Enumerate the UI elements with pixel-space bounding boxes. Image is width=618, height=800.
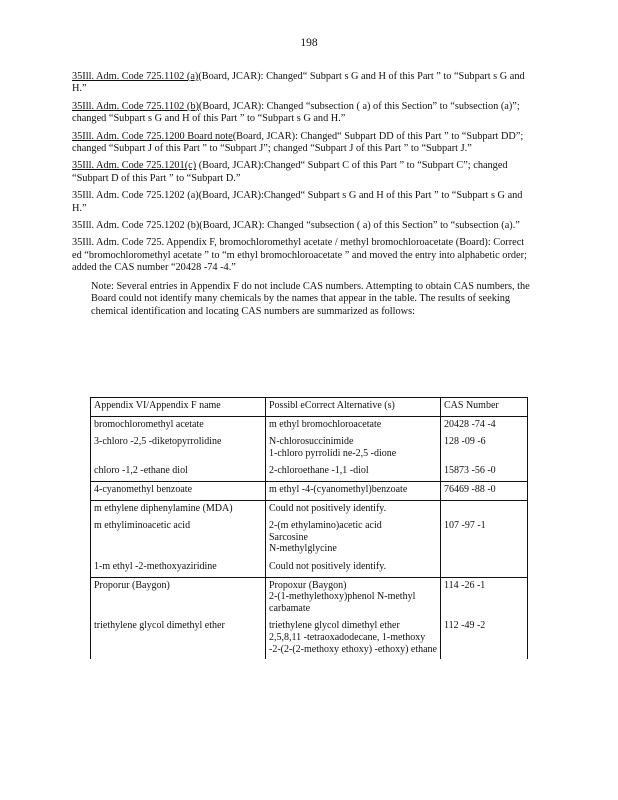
chemical-name-cell: m ethyliminoacetic acid (91, 518, 266, 559)
cas-cell: 114 -26 -1 (441, 577, 528, 618)
alternative-cell: 2-chloroethane -1,1 -diol (266, 463, 441, 481)
chemical-name-cell: m ethylene diphenylamine (MDA) (91, 500, 266, 518)
chemical-name-cell: 3-chloro -2,5 -diketopyrrolidine (91, 434, 266, 463)
alternative-cell: N-chlorosuccinimide 1-chloro pyrrolidi ne-2,5 -dione (266, 434, 441, 463)
entry-text: (Board, JCAR):Changed“ Subpart C of this Part ” to “Subpart C”; changed “Subpart D of this Part ” to “Subpart D.” (72, 160, 508, 184)
alternative-cell: Could not positively identify. (266, 559, 441, 577)
table-row (91, 416, 528, 434)
amendment-entry (72, 190, 534, 215)
table-row (91, 463, 528, 481)
table-row (91, 481, 528, 500)
table-row (91, 618, 528, 659)
amendment-list (72, 71, 534, 323)
cas-cell: 128 -09 -6 (441, 434, 528, 463)
entry-citation: 35Ill. Adm. Code 725.1202 (b) (72, 220, 200, 232)
table-row (91, 577, 528, 618)
entry-text: (Board, JCAR): Changed “subsection ( a) of this Section” to “subsection (a)”; changed “Subpart s G and H of this Part ” to “Subpart s G and H.” (72, 100, 520, 125)
alternative-cell: m ethyl -4-(cyanomethyl)benzoate (266, 481, 441, 500)
entry-text: (Board, JCAR):Changed“ Subpart s G and H of this Part ” to “Subpart s G and H.” (72, 190, 523, 214)
chemical-name-cell: bromochloromethyl acetate (91, 416, 266, 434)
amendment-entry (72, 220, 534, 232)
chemical-name-cell: Proporur (Baygon) (91, 577, 266, 618)
entry-citation: 35Ill. Adm. Code 725.1102 (b) (72, 100, 199, 112)
table-row (91, 518, 528, 559)
table-row (91, 500, 528, 518)
entry-text: (Board, JCAR): Changed“ Subpart s G and H of this Part ” to “Subpart s G and H.” (72, 71, 525, 95)
cas-cell (441, 500, 528, 518)
table-row (91, 434, 528, 463)
chemical-name-cell: 4-cyanomethyl benzoate (91, 481, 266, 500)
entry-citation: 35Ill. Adm. Code 725.1102 (a) (72, 71, 199, 82)
table-header-row (91, 398, 528, 417)
alternative-cell: Could not positively identify. (266, 500, 441, 518)
chemical-name-cell: chloro -1,2 -ethane diol (91, 463, 266, 481)
entry-citation: 35Ill. Adm. Code 725.1202 (a) (72, 190, 199, 202)
cas-number-table (90, 397, 528, 659)
amendment-entry (72, 101, 534, 126)
cas-cell: 20428 -74 -4 (441, 416, 528, 434)
cas-cell: 107 -97 -1 (441, 518, 528, 559)
entry-text: (Board, JCAR): Changed “subsection ( a) of this Section” to “subsection (a).” (199, 220, 520, 232)
entry-citation: 35Ill. Adm. Code 725. Appendix F (72, 237, 215, 249)
chemical-name-cell: triethylene glycol dimethyl ether (91, 618, 266, 659)
column-header: CAS Number (441, 398, 528, 417)
amendment-entry (72, 131, 534, 156)
entry-citation: 35Ill. Adm. Code 725.1200 Board note (72, 130, 233, 142)
amendment-entry (72, 160, 534, 185)
column-header: Possibl eCorrect Alternative (s) (266, 398, 441, 417)
alternative-cell: 2-(m ethylamino)acetic acid Sarcosine N-methylglycine (266, 518, 441, 559)
cas-cell: 76469 -88 -0 (441, 481, 528, 500)
page-number: 198 (300, 37, 318, 49)
alternative-cell: Propoxur (Baygon) 2-(1-methylethoxy)phenol N-methyl carbamate (266, 577, 441, 618)
note-paragraph: Note: Several entries in Appendix F do not include CAS numbers. Attempting to obtain CAS numbers, the Board could not identify many chemicals by the names that appear in the table. The results of seeking chemical identification and locating CAS numbers are summarized as follows: (91, 280, 530, 317)
alternative-cell: m ethyl bromochloroacetate (266, 416, 441, 434)
chemical-name-cell: 1-m ethyl -2-methoxyaziridine (91, 559, 266, 577)
amendment-entry (72, 237, 534, 317)
alternative-cell: triethylene glycol dimethyl ether 2,5,8,11 -tetraoxadodecane, 1-methoxy -2-(2-(2-methoxy ethoxy) -ethoxy) ethane (266, 618, 441, 659)
entry-text: , bromochloromethyl acetate / methyl bromochloroacetate (Board): Correct ed “bromochloromethyl acetate ” to “m ethyl bromochloroacetate ” and moved the entry into alphabetic order; added the CAS number “20428 -74 -4.” (72, 237, 527, 274)
entry-text: (Board, JCAR): Changed“ Subpart DD of this Part ” to “Subpart DD”; changed “Subpart J of this Part ” to “Subpart J”; changed “Subpart J of this Part ” to “Subpart J.” (72, 130, 524, 155)
cas-cell: 15873 -56 -0 (441, 463, 528, 481)
amendment-entry (72, 71, 534, 96)
column-header: Appendix VI/Appendix F name (91, 398, 266, 417)
cas-cell: 112 -49 -2 (441, 618, 528, 659)
entry-citation: 35Ill. Adm. Code 725.1201(c) (72, 160, 197, 172)
cas-cell (441, 559, 528, 577)
table-row (91, 559, 528, 577)
